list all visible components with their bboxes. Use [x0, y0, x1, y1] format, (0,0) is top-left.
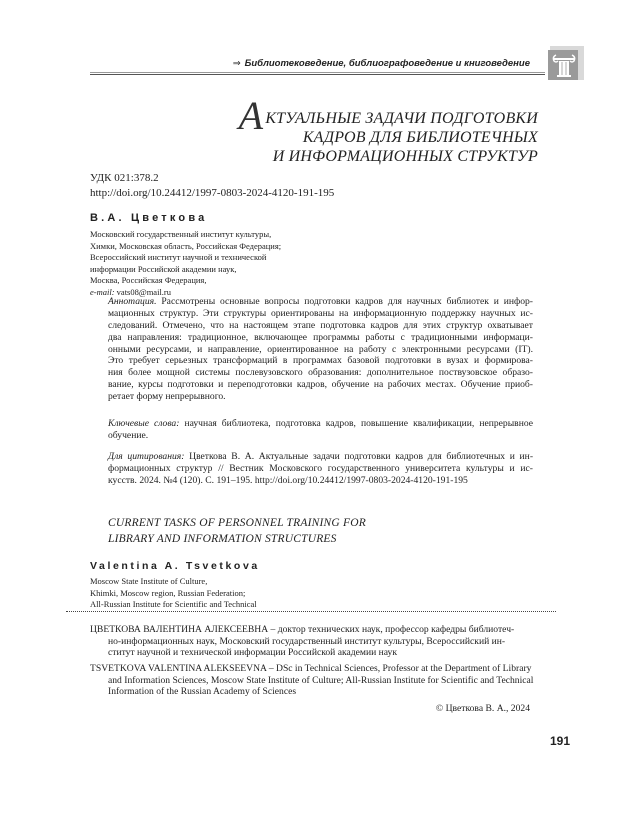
abstract-label: Аннотация.: [108, 296, 157, 307]
affiliation-line: Химки, Московская область, Российская Федерация;: [90, 240, 282, 251]
keywords: [108, 418, 533, 442]
column-capital-logo-icon: [546, 44, 586, 84]
doi-link[interactable]: http://doi.org/10.24412/1997-0803-2024-4120-191-195: [90, 187, 335, 199]
abstract-line: мационных структур. Эти структуры ориентированы на информационную поддержку научных ис-: [108, 307, 533, 319]
abstract: [108, 296, 533, 403]
title-line-3: И ИНФОРМАЦИОННЫХ СТРУКТУР: [272, 148, 538, 165]
dotted-divider: [66, 611, 556, 612]
arrow-icon: ⇒: [232, 58, 241, 69]
header-rule-thin: [90, 72, 545, 73]
author-name: В.А. Цветкова: [90, 212, 208, 224]
affiliation-line: Москва, Российская Федерация,: [90, 275, 207, 285]
bio-ru-line: ститут научной и технической информации Российской академии наук: [108, 647, 397, 658]
abstract-line: ния более мощной системы послевузовского образования: дополнительное поствузовское образо-: [108, 367, 533, 379]
copyright: © Цветкова В. А., 2024: [435, 703, 530, 714]
abstract-line: Это требует серьезных трансформаций в программах базовой подготовки в вузах и формирова-: [108, 355, 533, 367]
bio-en-first-line: TSVETKOVA VALENTINA ALEKSEEVNA – DSc in Technical Sciences, Professor at the Department of Library: [90, 663, 532, 674]
citation-label: Для цитирования:: [108, 451, 185, 462]
section-rubric: [200, 58, 530, 69]
keywords-label: Ключевые слова:: [108, 418, 180, 429]
bio-ru-line: но-информационных наук, Московский государственный институт культуры, Всероссийский ин-: [108, 635, 506, 647]
affiliation-line: Московский государственный институт культуры,: [90, 229, 272, 239]
bio-ru-first-line: ЦВЕТКОВА ВАЛЕНТИНА АЛЕКСЕЕВНА – доктор технических наук, профессор кафедры библиотеч-: [90, 624, 515, 635]
citation-line: формационных структур // Вестник Московского государственного университета культуры и ис-: [108, 462, 533, 474]
keywords-line: обучение.: [108, 429, 149, 441]
author-affiliation: [90, 229, 281, 298]
citation-line: Для цитирования: Цветкова В. А. Актуальные задачи подготовки кадров для библиотечных и ин-: [108, 451, 534, 462]
header-rule: [90, 74, 545, 75]
keywords-line: Ключевые слова: научная библиотека, подготовка кадров, повышение квалификации, непрерывное: [108, 418, 534, 429]
udk-code: УДК 021:378.2: [90, 172, 159, 184]
title-initial: А: [238, 93, 264, 138]
abstract-line: следований. Отмечено, что на настоящем этапе подготовка кадров для этих структур охватывает: [108, 319, 533, 331]
article-title: [140, 93, 538, 166]
affiliation-line: информации Российской академии наук,: [90, 263, 237, 274]
email-address[interactable]: vats08@mail.ru: [116, 286, 172, 297]
citation: [108, 451, 533, 487]
author-bio-en: [90, 663, 534, 698]
title-line-1-text: КТУАЛЬНЫЕ ЗАДАЧИ ПОДГОТОВКИ: [265, 110, 538, 127]
rubric-text: Библиотековедение, библиографоведение и книговедение: [244, 58, 530, 69]
title-line-2: КАДРОВ ДЛЯ БИБЛИОТЕЧНЫХ: [302, 129, 538, 146]
english-title: [108, 515, 366, 547]
abstract-line: ретает форму непрерывного.: [108, 391, 226, 403]
bio-en-line: Information of the Russian Academy of Sciences: [108, 686, 297, 697]
english-title-line: CURRENT TASKS OF PERSONNEL TRAINING FOR: [108, 517, 366, 529]
abstract-line: два направления: традиционное, включающее программы работы с традиционными информаци-: [108, 331, 533, 343]
citation-line: кусств. 2024. №4 (120). С. 191–195. http://doi.org/10.24412/1997-0803-2024-4120-191-195: [108, 474, 468, 486]
english-affiliation-line: Khimki, Moscow region, Russian Federation;: [90, 587, 246, 598]
english-title-line: LIBRARY AND INFORMATION STRUCTURES: [108, 533, 337, 545]
english-affiliation-line: Moscow State Institute of Culture,: [90, 576, 208, 586]
english-author-name: Valentina A. Tsvetkova: [90, 560, 260, 572]
abstract-line: Аннотация. Рассмотрены основные вопросы подготовки кадров для научных библиотек и инфор-: [108, 296, 533, 307]
author-bio-ru: [90, 624, 530, 659]
abstract-line: онными ресурсами, и направление, ориентированное на работу с электронными ресурсами (IT).: [108, 343, 533, 355]
page-number: 191: [550, 734, 571, 748]
english-affiliation-line: All-Russian Institute for Scientific and Technical: [90, 599, 257, 609]
english-affiliation: [90, 576, 257, 611]
bio-en-line: and Information Sciences, Moscow State Institute of Culture; All-Russian Institute for Scientific and Technical: [108, 674, 534, 686]
abstract-line: вание, курсы подготовки и переподготовки кадров, обучение на рабочих местах. Обучение приоб-: [108, 379, 533, 391]
email-label: e-mail:: [90, 286, 115, 297]
affiliation-line: Всероссийский институт научной и технической: [90, 252, 267, 262]
